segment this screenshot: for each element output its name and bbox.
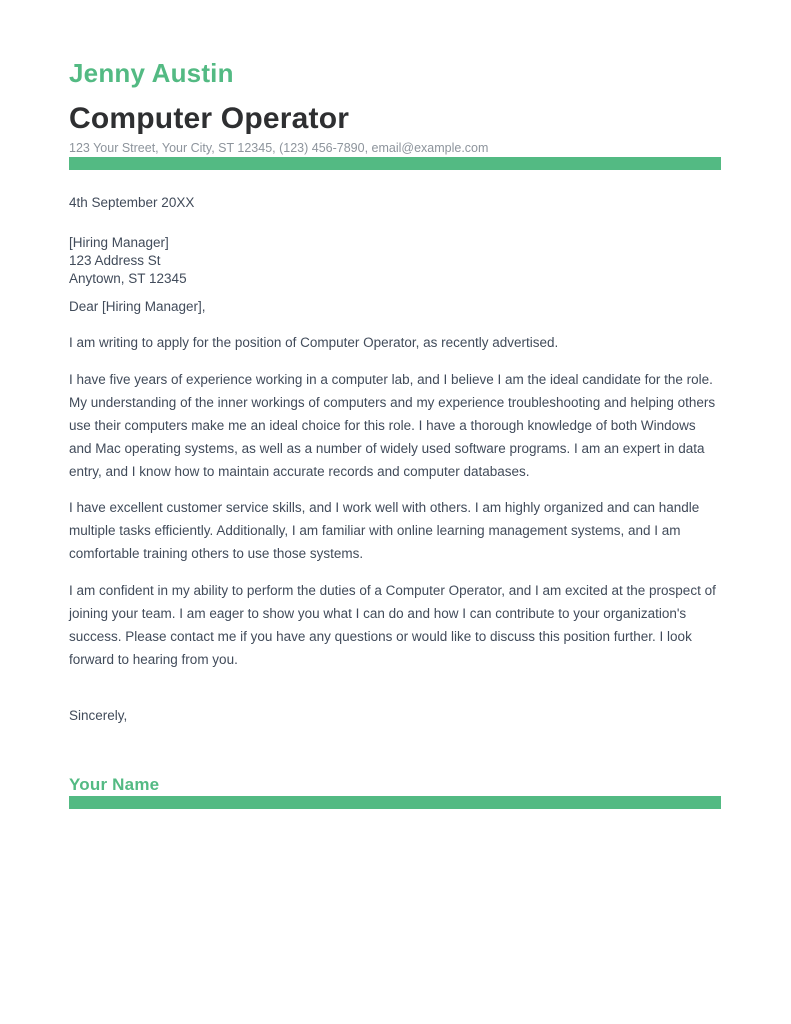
divider-bar-bottom (69, 796, 721, 809)
letter-paragraph: I am writing to apply for the position of Computer Operator, as recently advertised. (69, 335, 559, 350)
recipient-line: 123 Address St (69, 253, 161, 268)
letter-body (69, 193, 721, 809)
letter-paragraph: I am confident in my ability to perform the duties of a Computer Operator, and I am excited at the prospect of joining your team. I am eager to show you what I can do and how I can contribute to your organization's success. Please contact me if you have any questions or would like to discuss this position further. I look forward to hearing from you. (69, 582, 716, 667)
letter-paragraph: I have five years of experience working in a computer lab, and I believe I am the ideal candidate for the role. My understanding of the inner workings of computers and my experience troubleshooting and helping others use their computers make me an ideal choice for this role. I have a thorough knowledge of both Windows and Mac operating systems, as well as a number of widely used software programs. I am an expert in data entry, and I know how to maintain accurate records and computer databases. (69, 371, 716, 479)
contact-info: 123 Your Street, Your City, ST 12345, (123) 456-7890, email@example.com (69, 141, 489, 155)
recipient-line: [Hiring Manager] (69, 235, 169, 250)
applicant-name: Jenny Austin (69, 58, 234, 88)
recipient-block (69, 234, 721, 288)
recipient-line: Anytown, ST 12345 (69, 271, 187, 286)
closing: Sincerely, (69, 707, 128, 723)
divider-bar-top (69, 157, 721, 170)
letter-paragraph: I have excellent customer service skills, and I work well with others. I am highly organized and can handle multiple tasks efficiently. Additionally, I am familiar with online learning management systems, and I am comfortable training others to use those systems. (69, 500, 700, 561)
letter-header (69, 58, 721, 170)
signature-name: Your Name (69, 774, 160, 794)
job-title: Computer Operator (69, 102, 350, 135)
salutation: Dear [Hiring Manager], (69, 299, 206, 314)
letter-date: 4th September 20XX (69, 195, 195, 210)
